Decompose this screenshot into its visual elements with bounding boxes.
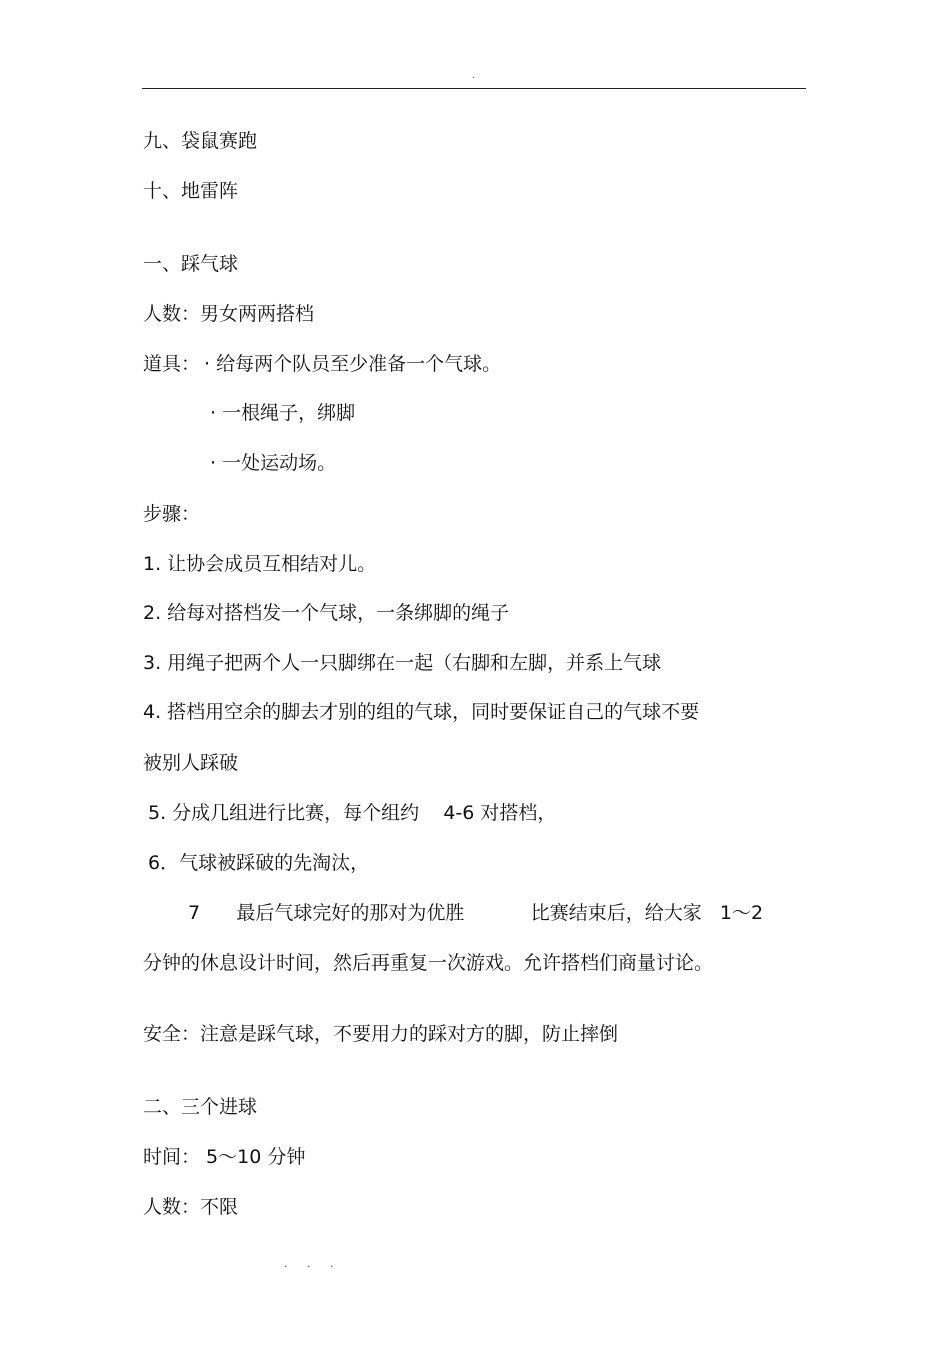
props-label: 道具： <box>143 353 201 375</box>
safety-line: 安全：注意是踩气球，不要用力的踩对方的脚，防止摔倒 <box>143 1023 619 1045</box>
props-item: · 一处运动场。 <box>210 452 337 474</box>
step-line: 被别人踩破 <box>143 752 239 774</box>
step-line: 4. 搭档用空余的脚去才别的组的气球，同时要保证自己的气球不要 <box>143 701 700 723</box>
step-line: 分钟的休息设计时间，然后再重复一次游戏。允许搭档们商量讨论。 <box>143 952 714 974</box>
props-item: · 一根绳子，绑脚 <box>210 402 356 424</box>
step-line: 5. 分成几组进行比赛，每个组约 4-6 对搭档， <box>148 802 557 824</box>
section-title: 二、三个进球 <box>143 1096 258 1118</box>
header-rule <box>142 88 806 89</box>
step-line: 1. 让协会成员互相结对儿。 <box>143 553 377 575</box>
step-line: 2. 给每对搭档发一个气球，一条绑脚的绳子 <box>143 602 510 624</box>
steps-label: 步骤： <box>143 503 201 525</box>
time-line: 时间： 5～10 分钟 <box>143 1146 306 1168</box>
people-line: 人数：男女两两搭档 <box>143 303 315 325</box>
step-line: 7 最后气球完好的那对为优胜 比赛结束后，给大家 1～2 <box>188 902 764 924</box>
step-line: 6．气球被踩破的先淘汰， <box>148 852 370 874</box>
footer-dots: . . . <box>284 1257 342 1270</box>
header-dot: . <box>472 70 476 81</box>
people-line: 人数：不限 <box>143 1196 239 1218</box>
props-item: · 给每两个队员至少准备一个气球。 <box>204 353 502 375</box>
toc-item-10: 十、地雷阵 <box>143 180 239 202</box>
toc-item-9: 九、袋鼠赛跑 <box>143 130 258 152</box>
step-line: 3. 用绳子把两个人一只脚绑在一起（右脚和左脚，并系上气球 <box>143 652 662 674</box>
section-title: 一、踩气球 <box>143 253 239 275</box>
